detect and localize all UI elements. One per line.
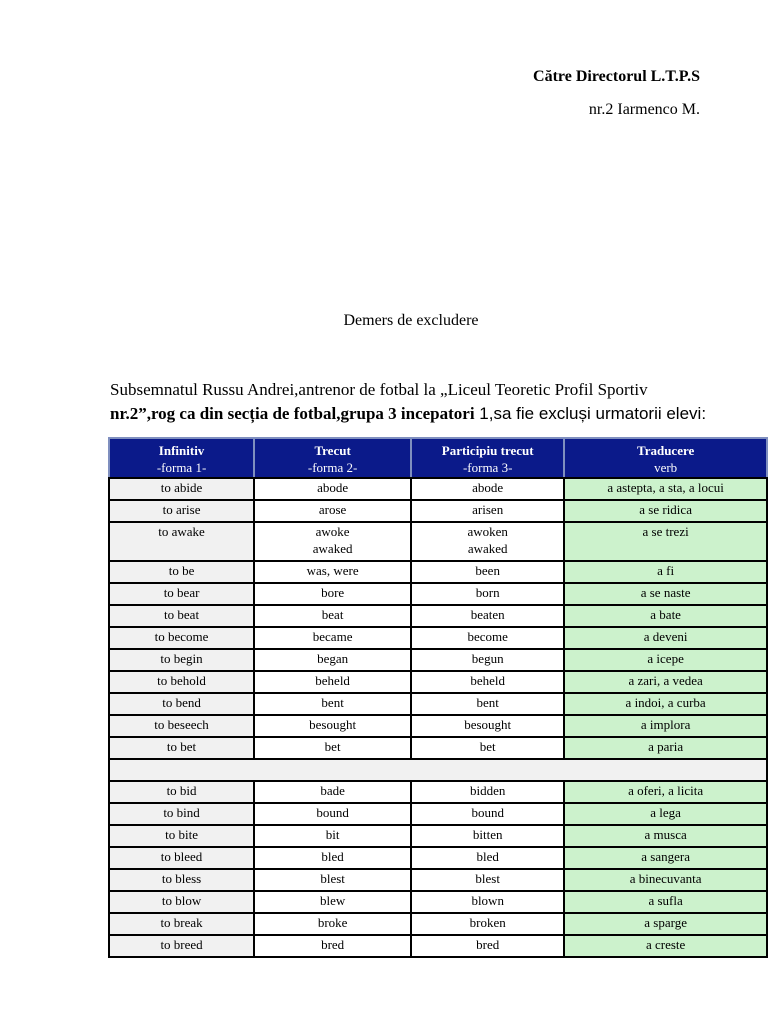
cell-trecut: arose [254, 500, 411, 522]
paragraph-part3: 1,sa fie excluși urmatorii elevi: [474, 404, 707, 423]
cell-trecut: broke [254, 913, 411, 935]
cell-traducere: a sufla [564, 891, 767, 913]
cell-trecut: besought [254, 715, 411, 737]
cell-trecut: abode [254, 478, 411, 500]
addressee-block [533, 68, 700, 119]
header-traducere: Traducere verb [564, 438, 767, 478]
paragraph-part1: Subsemnatul Russu Andrei,antrenor de fotbal la „Liceul Teoretic Profil Sportiv [110, 380, 648, 399]
cell-infinitiv: to abide [109, 478, 254, 500]
cell-participiu: broken [411, 913, 564, 935]
table-row [109, 627, 767, 649]
cell-trecut: bit [254, 825, 411, 847]
cell-traducere: a fi [564, 561, 767, 583]
cell-traducere: a se naste [564, 583, 767, 605]
table-row [109, 605, 767, 627]
paragraph-part2: nr.2”,rog ca din secția de fotbal,grupa 3 incepatori [110, 404, 475, 423]
header-participiu: Participiu trecut -forma 3- [411, 438, 564, 478]
verbs-table [108, 437, 768, 958]
cell-participiu: blown [411, 891, 564, 913]
cell-participiu: bidden [411, 781, 564, 803]
cell-infinitiv: to be [109, 561, 254, 583]
cell-infinitiv: to break [109, 913, 254, 935]
table-spacer-row [109, 759, 767, 781]
cell-infinitiv: to behold [109, 671, 254, 693]
cell-traducere: a paria [564, 737, 767, 759]
cell-infinitiv: to beat [109, 605, 254, 627]
cell-participiu: beaten [411, 605, 564, 627]
cell-traducere: a oferi, a licita [564, 781, 767, 803]
cell-traducere: a indoi, a curba [564, 693, 767, 715]
cell-participiu: bitten [411, 825, 564, 847]
cell-infinitiv: to bid [109, 781, 254, 803]
cell-infinitiv: to begin [109, 649, 254, 671]
cell-trecut: began [254, 649, 411, 671]
cell-participiu: been [411, 561, 564, 583]
cell-infinitiv: to blow [109, 891, 254, 913]
cell-traducere: a binecuvanta [564, 869, 767, 891]
header-infinitiv: Infinitiv -forma 1- [109, 438, 254, 478]
table-row [109, 891, 767, 913]
table-row [109, 500, 767, 522]
request-paragraph [110, 378, 768, 426]
cell-infinitiv: to bleed [109, 847, 254, 869]
cell-participiu: bet [411, 737, 564, 759]
table-row [109, 715, 767, 737]
cell-participiu: born [411, 583, 564, 605]
cell-trecut: bet [254, 737, 411, 759]
cell-infinitiv: to arise [109, 500, 254, 522]
cell-participiu: awoken awaked [411, 522, 564, 561]
cell-participiu: arisen [411, 500, 564, 522]
cell-trecut: bound [254, 803, 411, 825]
cell-trecut: blest [254, 869, 411, 891]
cell-participiu: bound [411, 803, 564, 825]
cell-trecut: bore [254, 583, 411, 605]
table-row [109, 935, 767, 957]
cell-trecut: blew [254, 891, 411, 913]
cell-infinitiv: to bite [109, 825, 254, 847]
cell-infinitiv: to bind [109, 803, 254, 825]
cell-participiu: begun [411, 649, 564, 671]
cell-traducere: a se trezi [564, 522, 767, 561]
cell-trecut: was, were [254, 561, 411, 583]
table-row [109, 522, 767, 561]
cell-traducere: a astepta, a sta, a locui [564, 478, 767, 500]
cell-infinitiv: to bear [109, 583, 254, 605]
cell-participiu: abode [411, 478, 564, 500]
cell-traducere: a zari, a vedea [564, 671, 767, 693]
cell-infinitiv: to become [109, 627, 254, 649]
cell-trecut: beat [254, 605, 411, 627]
cell-participiu: blest [411, 869, 564, 891]
cell-trecut: bent [254, 693, 411, 715]
cell-participiu: become [411, 627, 564, 649]
table-row [109, 737, 767, 759]
table-row [109, 649, 767, 671]
cell-traducere: a musca [564, 825, 767, 847]
table-row [109, 847, 767, 869]
cell-participiu: bled [411, 847, 564, 869]
table-header-row [109, 438, 767, 478]
cell-participiu: bred [411, 935, 564, 957]
cell-trecut: awoke awaked [254, 522, 411, 561]
table-row [109, 803, 767, 825]
cell-traducere: a se ridica [564, 500, 767, 522]
cell-infinitiv: to beseech [109, 715, 254, 737]
cell-trecut: bred [254, 935, 411, 957]
cell-traducere: a icepe [564, 649, 767, 671]
spacer-cell [109, 759, 767, 781]
cell-trecut: beheld [254, 671, 411, 693]
cell-traducere: a implora [564, 715, 767, 737]
table-row [109, 869, 767, 891]
table-row [109, 583, 767, 605]
cell-traducere: a sparge [564, 913, 767, 935]
cell-traducere: a creste [564, 935, 767, 957]
cell-infinitiv: to bend [109, 693, 254, 715]
cell-participiu: besought [411, 715, 564, 737]
cell-infinitiv: to bless [109, 869, 254, 891]
cell-trecut: bled [254, 847, 411, 869]
cell-traducere: a sangera [564, 847, 767, 869]
addressee-to: Către Directorul L.T.P.S [533, 68, 700, 85]
table-row [109, 671, 767, 693]
cell-trecut: bade [254, 781, 411, 803]
table-row [109, 913, 767, 935]
cell-infinitiv: to bet [109, 737, 254, 759]
table-row [109, 781, 767, 803]
document-title: Demers de excludere [343, 312, 479, 329]
table-row [109, 825, 767, 847]
addressee-from: nr.2 Iarmenco M. [588, 101, 700, 118]
table-row [109, 478, 767, 500]
header-trecut: Trecut -forma 2- [254, 438, 411, 478]
cell-infinitiv: to breed [109, 935, 254, 957]
cell-traducere: a bate [564, 605, 767, 627]
cell-traducere: a deveni [564, 627, 767, 649]
cell-trecut: became [254, 627, 411, 649]
cell-infinitiv: to awake [109, 522, 254, 561]
cell-traducere: a lega [564, 803, 767, 825]
table-row [109, 693, 767, 715]
table-row [109, 561, 767, 583]
cell-participiu: beheld [411, 671, 564, 693]
cell-participiu: bent [411, 693, 564, 715]
